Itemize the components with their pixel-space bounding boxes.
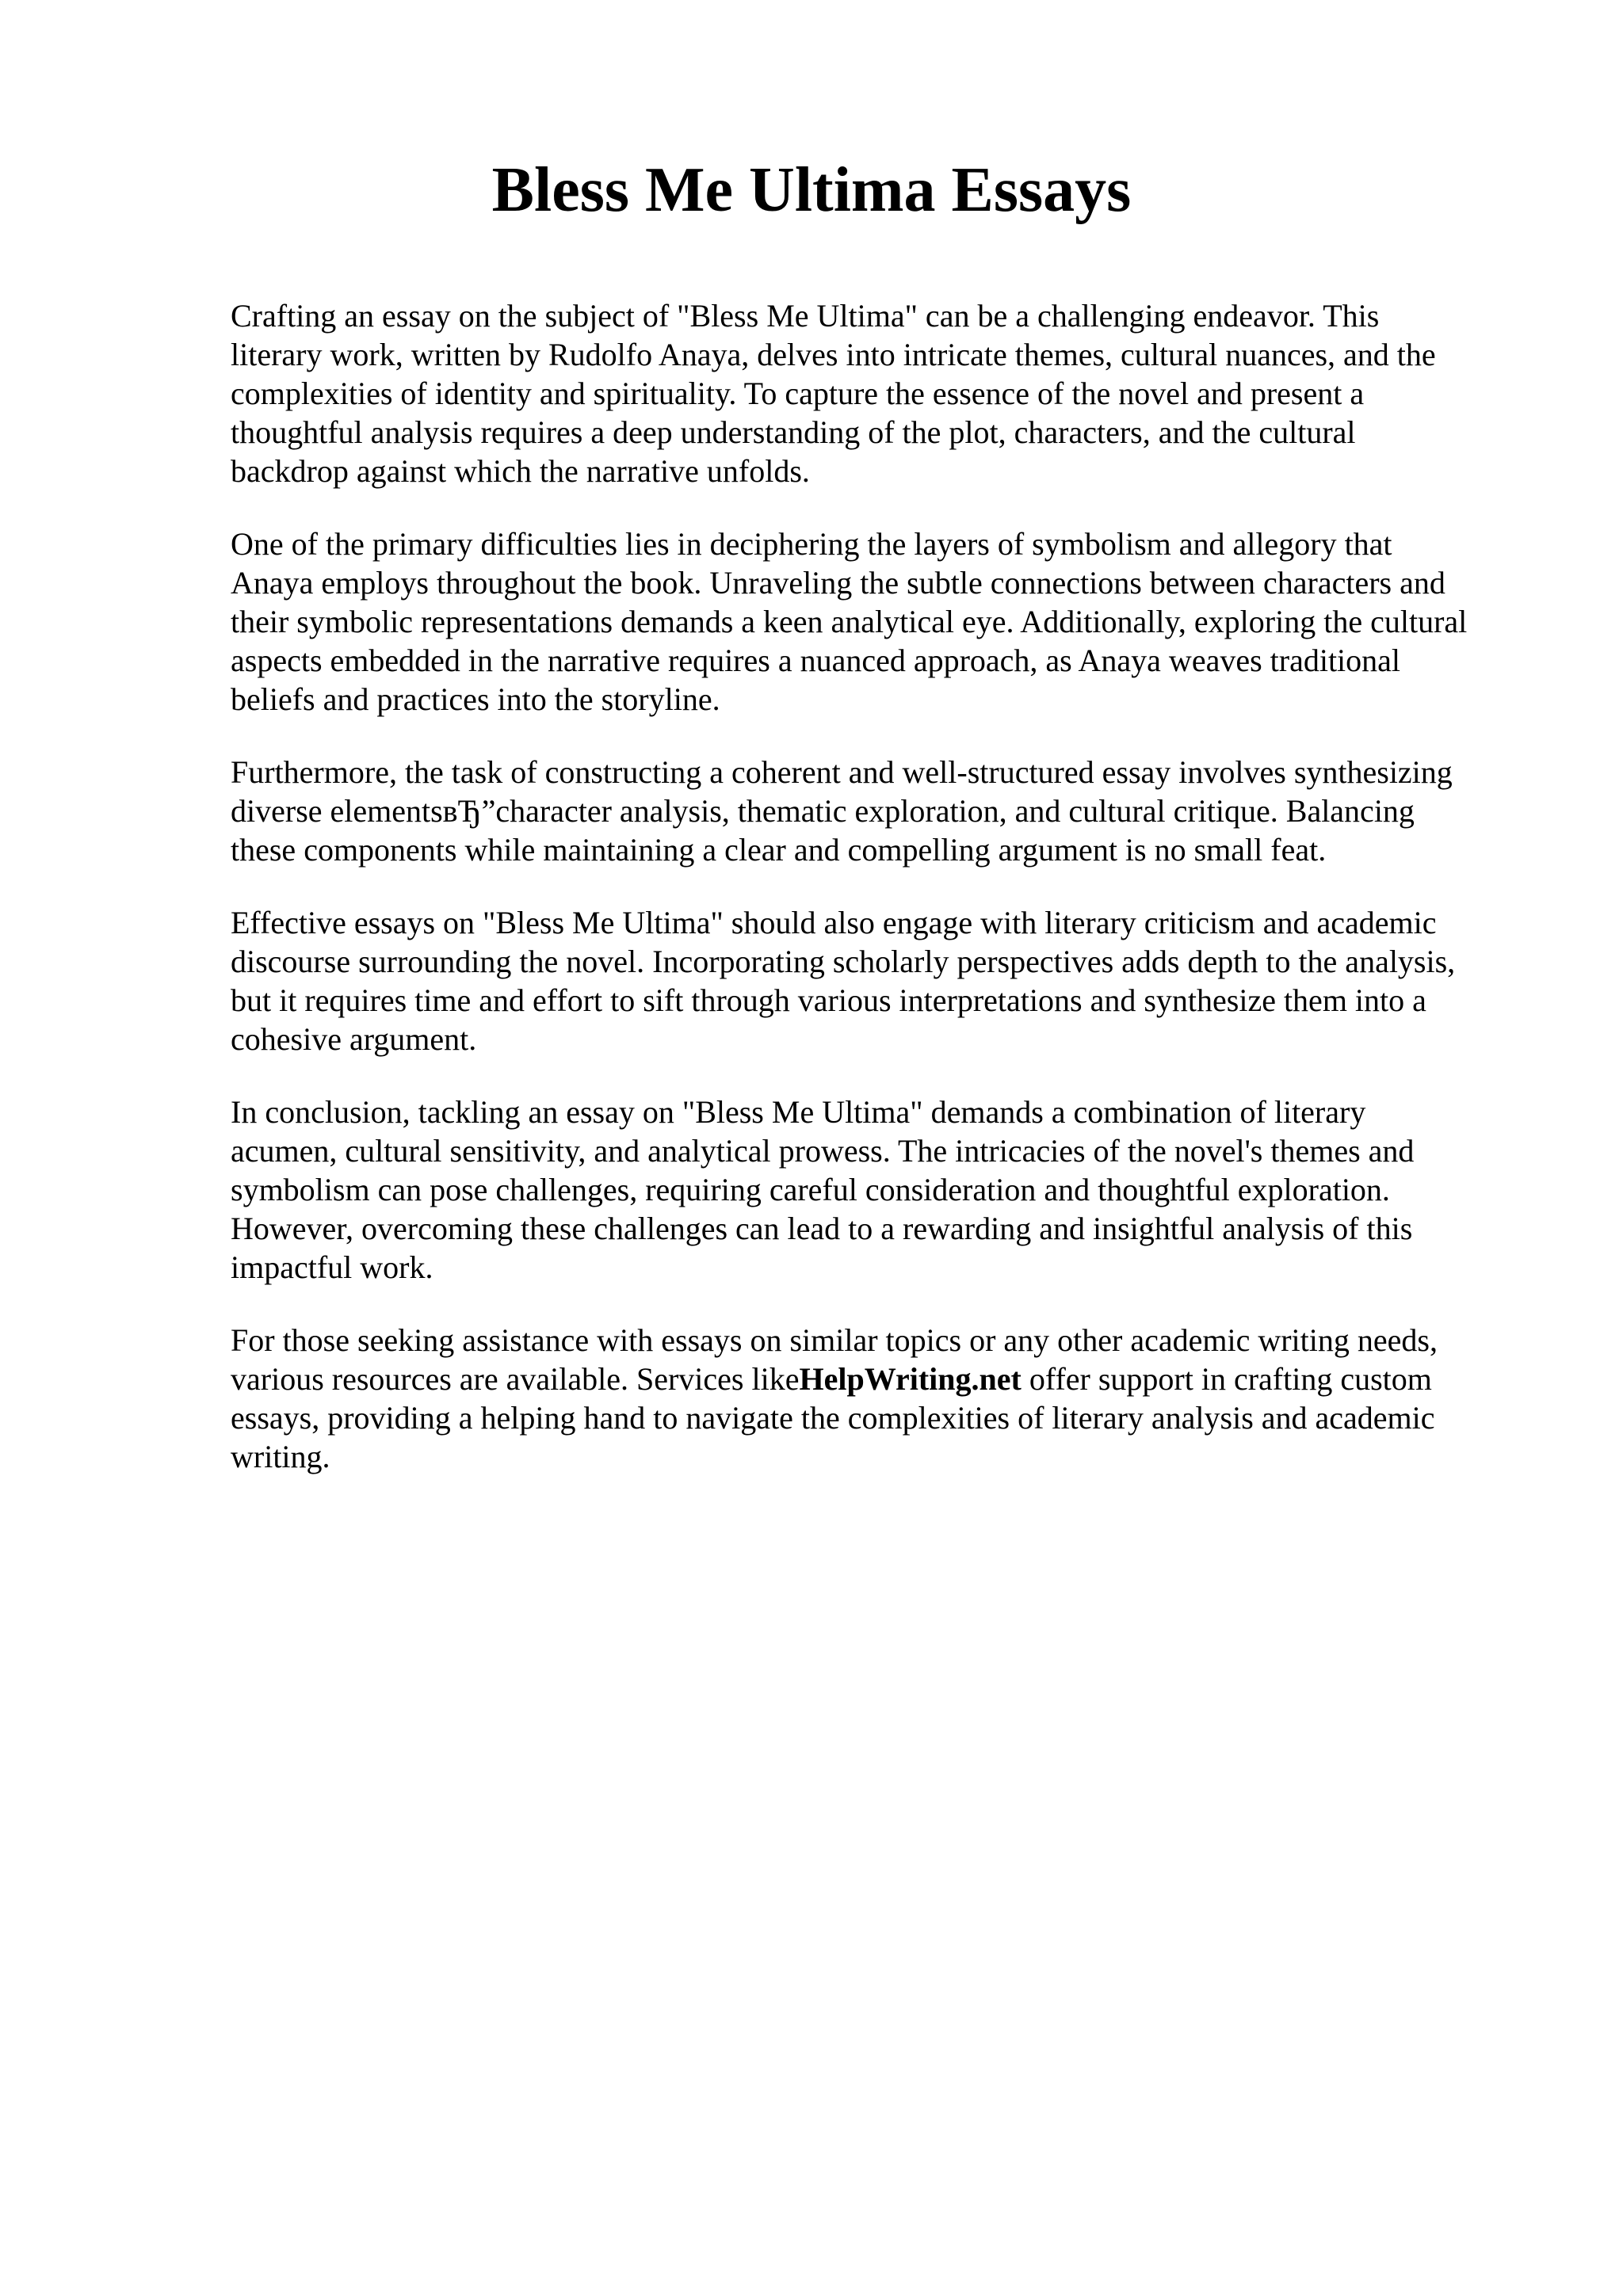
essay-body (231, 296, 1546, 1510)
text-line: thoughtful analysis requires a deep understanding of the plot, characters, and the cultural (231, 414, 1356, 450)
text-line: Effective essays on "Bless Me Ultima" should also engage with literary criticism and academic (231, 905, 1437, 940)
text-line: Furthermore, the task of constructing a coherent and well-structured essay involves synthesizing (231, 754, 1453, 790)
text-line: impactful work. (231, 1249, 433, 1285)
text-line: aspects embedded in the narrative requires a nuanced approach, as Anaya weaves traditional (231, 643, 1401, 678)
text-line: In conclusion, tackling an essay on "Bless Me Ultima" demands a combination of literary (231, 1094, 1366, 1130)
text-line: beliefs and practices into the storyline. (231, 681, 720, 717)
helpwriting-link[interactable]: HelpWriting.net (799, 1361, 1022, 1397)
text-line: literary work, written by Rudolfo Anaya, delves into intricate themes, cultural nuances, and the (231, 337, 1436, 372)
text-line-with-link (231, 1360, 1546, 1398)
paragraph-6 (231, 1321, 1546, 1476)
text-line: essays, providing a helping hand to navigate the complexities of literary analysis and academic (231, 1400, 1435, 1436)
text-line: Crafting an essay on the subject of "Bless Me Ultima" can be a challenging endeavor. This (231, 298, 1380, 334)
text-segment: various resources are available. Services like (231, 1361, 800, 1397)
text-line: For those seeking assistance with essays on similar topics or any other academic writing needs, (231, 1322, 1438, 1358)
text-line: symbolism can pose challenges, requiring careful consideration and thoughtful exploration. (231, 1172, 1390, 1207)
paragraph-2 (231, 524, 1546, 719)
text-line: discourse surrounding the novel. Incorporating scholarly perspectives adds depth to the analysis, (231, 944, 1456, 979)
text-line: complexities of identity and spirituality. To capture the essence of the novel and present a (231, 376, 1365, 411)
text-line: acumen, cultural sensitivity, and analytical prowess. The intricacies of the novel's themes and (231, 1133, 1415, 1169)
paragraph-3 (231, 753, 1546, 869)
text-line: but it requires time and effort to sift through various interpretations and synthesize them into a (231, 982, 1426, 1018)
text-line: writing. (231, 1439, 330, 1474)
text-line: However, overcoming these challenges can lead to a rewarding and insightful analysis of this (231, 1211, 1413, 1246)
text-line: their symbolic representations demands a keen analytical eye. Additionally, exploring the cultural (231, 604, 1468, 639)
page-title: Bless Me Ultima Essays (491, 155, 1132, 225)
text-line: diverse elementsвЂ”character analysis, thematic exploration, and cultural critique. Balancing (231, 793, 1415, 829)
text-line: these components while maintaining a clear and compelling argument is no small feat. (231, 832, 1327, 868)
text-line: One of the primary difficulties lies in deciphering the layers of symbolism and allegory that (231, 526, 1392, 562)
text-line: Anaya employs throughout the book. Unraveling the subtle connections between characters and (231, 565, 1445, 601)
paragraph-1 (231, 296, 1546, 490)
paragraph-5 (231, 1093, 1546, 1287)
paragraph-4 (231, 903, 1546, 1058)
text-line: backdrop against which the narrative unfolds. (231, 453, 810, 489)
text-line: cohesive argument. (231, 1021, 477, 1057)
text-segment: offer support in crafting custom (1021, 1361, 1432, 1397)
